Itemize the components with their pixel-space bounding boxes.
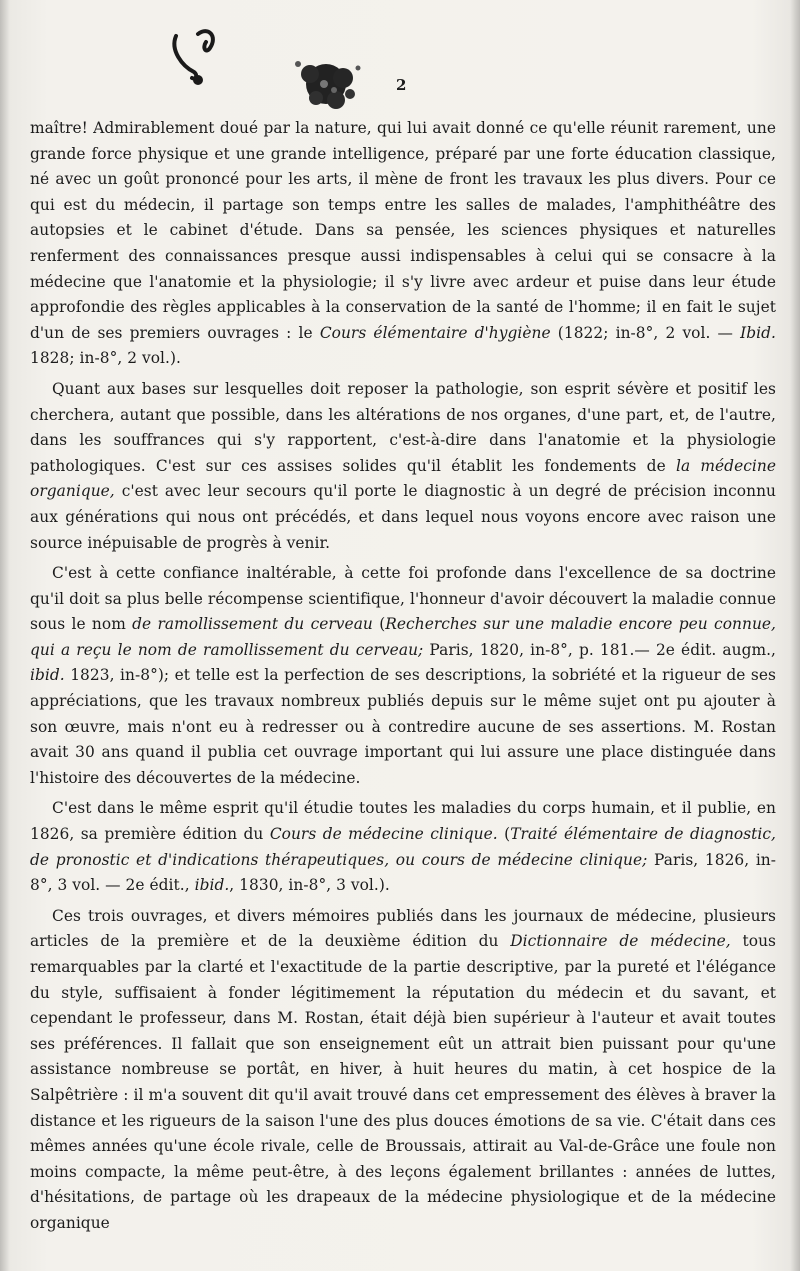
paragraph (30, 904, 776, 1237)
italic-text: de ramollissement du cerveau (132, 615, 373, 634)
paragraph (30, 377, 776, 556)
page-edge-shadow (790, 0, 800, 1271)
text-run: tous remarquables par la clarté et l'exactitude de la partie descriptive, par la pureté et l'élégance du style, suffisaient à fonder légitimement la réputation du médecin et du savant, et cependant le professeur, dans M. Rostan, était déjà bien supérieur à l'auteur et avait toutes ses préférences. Il fallait que son enseignement eût un attrait bien puissant pour qu'une assistance nombreuse se portât, en hiver, à huit heures du matin, à cet hospice de la Salpêtrière : il m'a souvent dit qu'il avait trouvé dans cet empressement des élèves à braver la distance et les rigueurs de la saison l'une des plus douces émotions de sa vie. C'était dans ces mêmes années qu'une école rivale, celle de Broussais, attirait au Val-de-Grâce une foule non moins compacte, la même peut-être, à des leçons également brillantes : années de luttes, d'hésitations, de partage où les drapeaux de la médecine physiologique et de la médecine organique (30, 932, 776, 1232)
italic-text: Recherches sur une maladie encore peu connue, qui a reçu le nom de ramollissement du cerveau; (30, 615, 777, 659)
paragraph (30, 116, 776, 372)
paragraph (30, 561, 776, 791)
text-run: maître! Admirablement doué par la nature, qui lui avait donné ce qu'elle réunit rarement, une grande force physique et une grande intelligence, préparé par une forte éducation classique, né avec un goût prononcé pour les arts, il mène de front les travaux les plus divers. Pour ce qui est du médecin, il partage son temps entre les salles de malades, l'amphithéâtre des autopsies et le cabinet d'étude. Dans sa pensée, les sciences physiques et naturelles renferment des connaissances presque aussi indispensables à celui qui se consacre à la médecine que l'anatomie et la physiologie; il s'y livre avec ardeur et puise dans leur étude approfondie des règles applicables à la conservation de la santé de l'homme; il en fait le sujet d'un de ses premiers ouvrages : le (30, 119, 776, 342)
italic-text: ibid. (30, 666, 65, 685)
italic-text: la médecine organique, (30, 456, 777, 501)
text-run: Quant aux bases sur lesquelles doit reposer la pathologie, son esprit sévère et positif les cherchera, autant que possible, dans les altérations de nos organes, d'une part, et, de l'autre, dans les souffrances qui s'y rapportent, c'est-à-dire dans l'anatomie et la physiologie pathologiques. C'est sur ces assises solides qu'il établit les fondements de (30, 379, 776, 475)
text-run: (1822; in-8°, 2 vol. — (550, 323, 741, 342)
text-run: C'est dans le même esprit qu'il étudie toutes les maladies du corps humain, et il publie, en 1826, sa première édition du (30, 799, 776, 844)
page-number: 2 (396, 76, 407, 94)
text-run: 1823, in-8°); et telle est la perfection de ses descriptions, la sobriété et la rigueur de ses appréciations, que les travaux nombreux publiés depuis sur le même sujet ont pu ajouter à son œuvre, mais n'ont eu à redresser ou à contredire aucune de ses assertions. M. Rostan avait 30 ans quand il publia cet ouvrage important qui lui assure une place distinguée dans l'histoire des découvertes de la médecine. (30, 666, 776, 787)
handwritten-mark-icon (168, 22, 228, 92)
text-run: ( (372, 615, 386, 634)
text-run: Ces trois ouvrages, et divers mémoires publiés dans les journaux de médecine, plusieurs articles de la première et de la deuxième édition du (30, 906, 776, 951)
italic-text: Dictionnaire de médecine, (510, 932, 731, 951)
italic-text: Cours de médecine clinique. (269, 825, 498, 844)
text-run: c'est avec leur secours qu'il porte le diagnostic à un degré de précision inconnu aux générations qui nous ont précédés, et dans lequel nous voyons encore avec raison une source inépuisable de progrès à venir. (30, 482, 776, 552)
text-run: ( (497, 825, 511, 844)
ink-stain-icon (288, 54, 368, 116)
text-run: , 1830, in-8°, 3 vol.). (229, 876, 390, 895)
italic-text: Cours élémentaire d'hygiène (319, 323, 551, 342)
italic-text: ibid. (194, 876, 230, 895)
italic-text: Ibid. (740, 323, 776, 342)
paragraph (30, 796, 776, 898)
body-text (30, 116, 776, 1242)
text-run: 1828; in-8°, 2 vol.). (30, 349, 181, 368)
page-edge-shadow (0, 0, 10, 1271)
text-run: Paris, 1826, in-8°, 3 vol. — 2e édit., (30, 850, 777, 895)
text-run: Paris, 1820, in-8°, p. 181.— 2e édit. augm., (423, 640, 777, 659)
text-run: C'est à cette confiance inaltérable, à cette foi profonde dans l'excellence de sa doctrine qu'il doit sa plus belle récompense scientifique, l'honneur d'avoir découvert la maladie connue sous le nom (30, 564, 776, 634)
italic-text: Traité élémentaire de diagnostic, de pronostic et d'indications thérapeutiques, ou cours de médecine clinique; (30, 825, 776, 869)
